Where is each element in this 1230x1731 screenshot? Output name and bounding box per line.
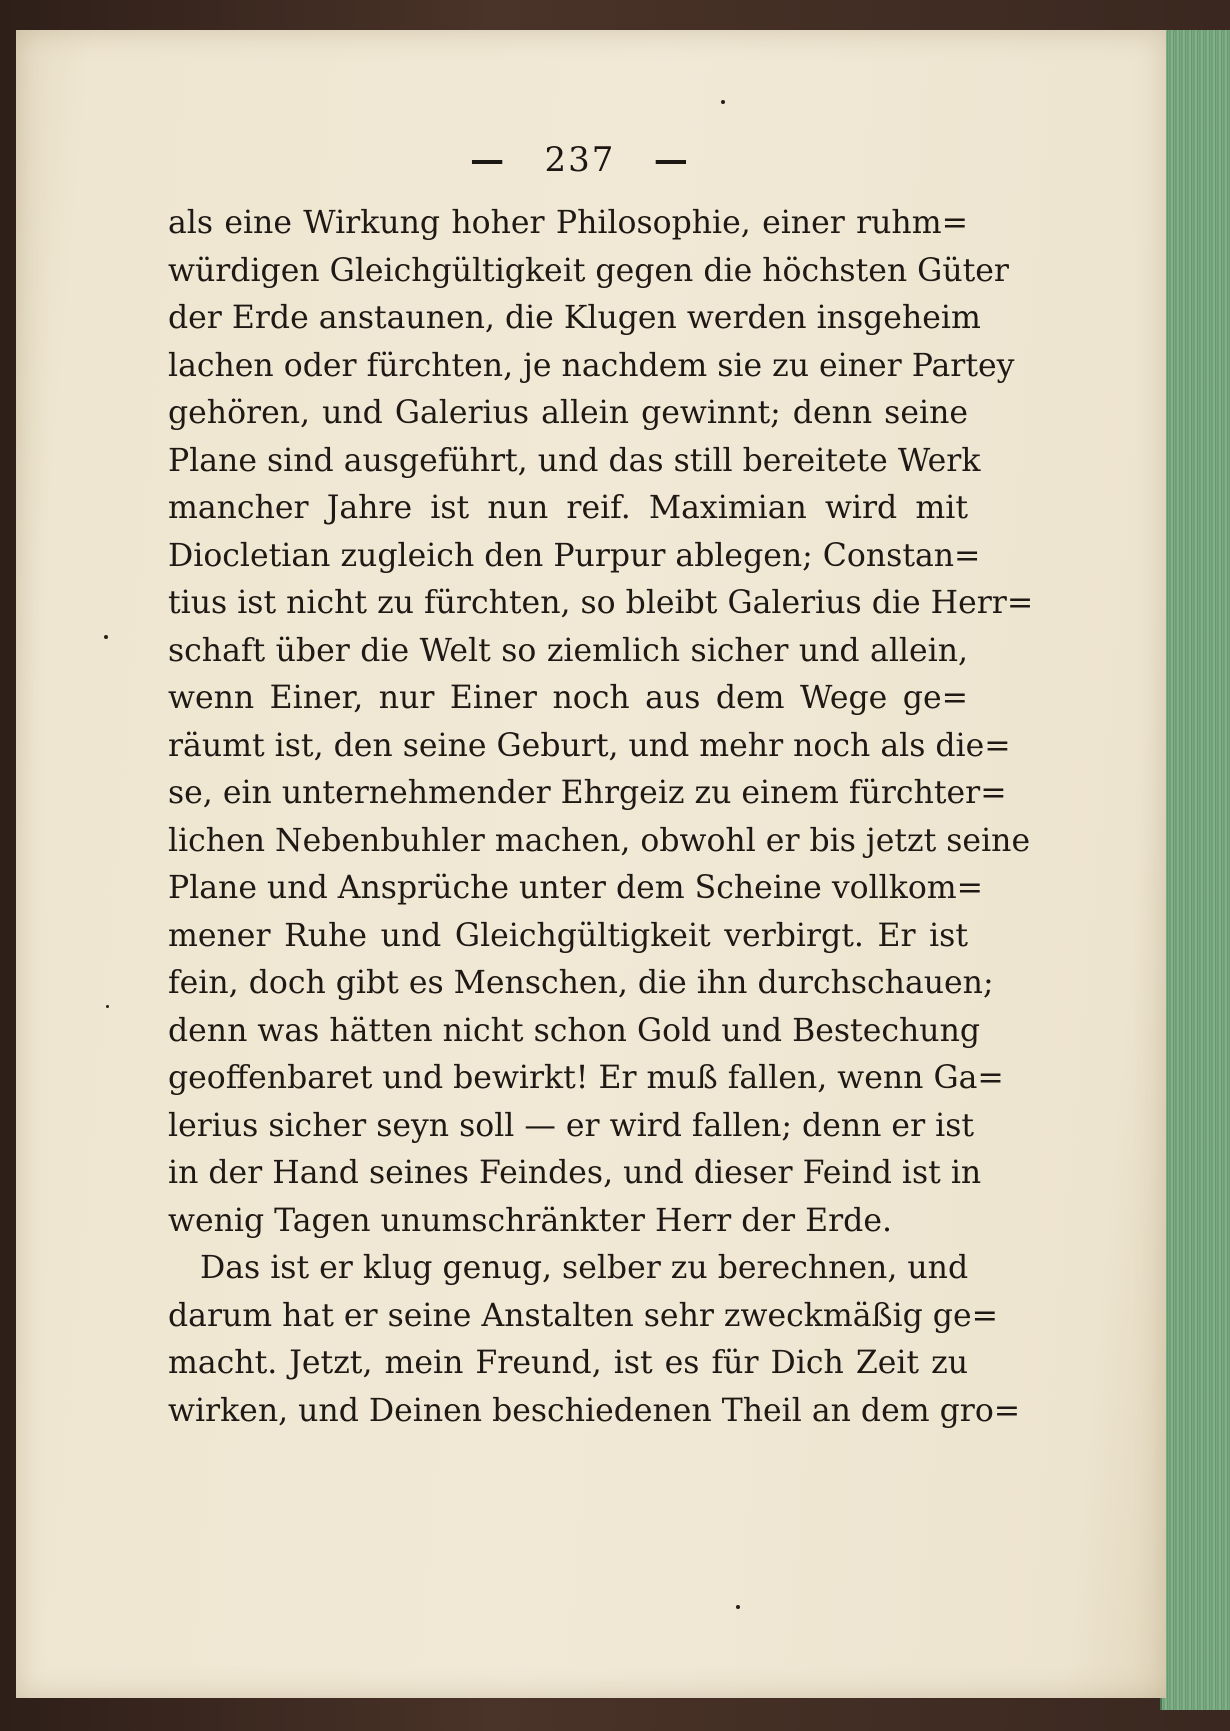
text-line: Plane und Ansprüche unter dem Scheine vollkom= <box>168 870 984 906</box>
text-line: der Erde anstaunen, die Klugen werden insgeheim <box>168 300 981 336</box>
text-line: schaft über die Welt so ziemlich sicher und allein, <box>168 632 968 669</box>
text-line: lachen oder fürchten, je nachdem sie zu einer Partey <box>168 347 1015 384</box>
text-line: wenig Tagen unumschränkter Herr der Erde. <box>168 1202 892 1239</box>
body-text <box>168 200 1034 1435</box>
paragraph-2 <box>168 1245 1021 1435</box>
text-line: mancher Jahre ist nun reif. Maximian wird mit <box>168 490 968 526</box>
header-dash-right: — <box>653 140 690 180</box>
text-line: geoffenbaret und bewirkt! Er muß fallen, wenn Ga= <box>168 1060 1004 1096</box>
text-line: räumt ist, den seine Geburt, und mehr noch als die= <box>168 727 1011 764</box>
text-line: in der Hand seines Feindes, und dieser Feind ist in <box>168 1155 982 1191</box>
page-edge <box>1160 30 1230 1710</box>
header-dash-left: — <box>470 140 507 180</box>
text-line: gehören, und Galerius allein gewinnt; denn seine <box>168 395 968 431</box>
page-number: 237 <box>544 140 616 180</box>
text-line: würdigen Gleichgültigkeit gegen die höchsten Güter <box>168 252 1009 289</box>
text-line: Das ist er klug genug, selber zu berechnen, und <box>200 1250 969 1286</box>
paper-speck <box>104 635 108 639</box>
text-line: denn was hätten nicht schon Gold und Bestechung <box>168 1012 981 1049</box>
text-line: fein, doch gibt es Menschen, die ihn durchschauen; <box>168 965 994 1001</box>
paragraph-1 <box>168 200 1034 1245</box>
paper-speck <box>721 100 725 104</box>
text-line: Diocletian zugleich den Purpur ablegen; Constan= <box>168 537 981 574</box>
text-line: macht. Jetzt, mein Freund, ist es für Dich Zeit zu <box>168 1345 968 1381</box>
text-line: darum hat er seine Anstalten sehr zweckmäßig ge= <box>168 1297 998 1334</box>
paper-speck <box>736 1605 740 1609</box>
text-line: tius ist nicht zu fürchten, so bleibt Galerius die Herr= <box>168 585 1034 621</box>
page-header <box>420 140 740 180</box>
paper-speck <box>106 1005 109 1008</box>
text-line: wenn Einer, nur Einer noch aus dem Wege ge= <box>168 680 968 716</box>
text-line: mener Ruhe und Gleichgültigkeit verbirgt. Er ist <box>168 917 968 954</box>
text-line: als eine Wirkung hoher Philosophie, einer ruhm= <box>168 205 968 241</box>
text-line: wirken, und Deinen beschiedenen Theil an dem gro= <box>168 1392 1021 1429</box>
text-line: lichen Nebenbuhler machen, obwohl er bis jetzt seine <box>168 822 1031 859</box>
text-line: lerius sicher seyn soll — er wird fallen; denn er ist <box>168 1107 975 1144</box>
text-line: Plane sind ausgeführt, und das still bereitete Werk <box>168 442 981 479</box>
text-line: se, ein unternehmender Ehrgeiz zu einem fürchter= <box>168 775 1007 811</box>
